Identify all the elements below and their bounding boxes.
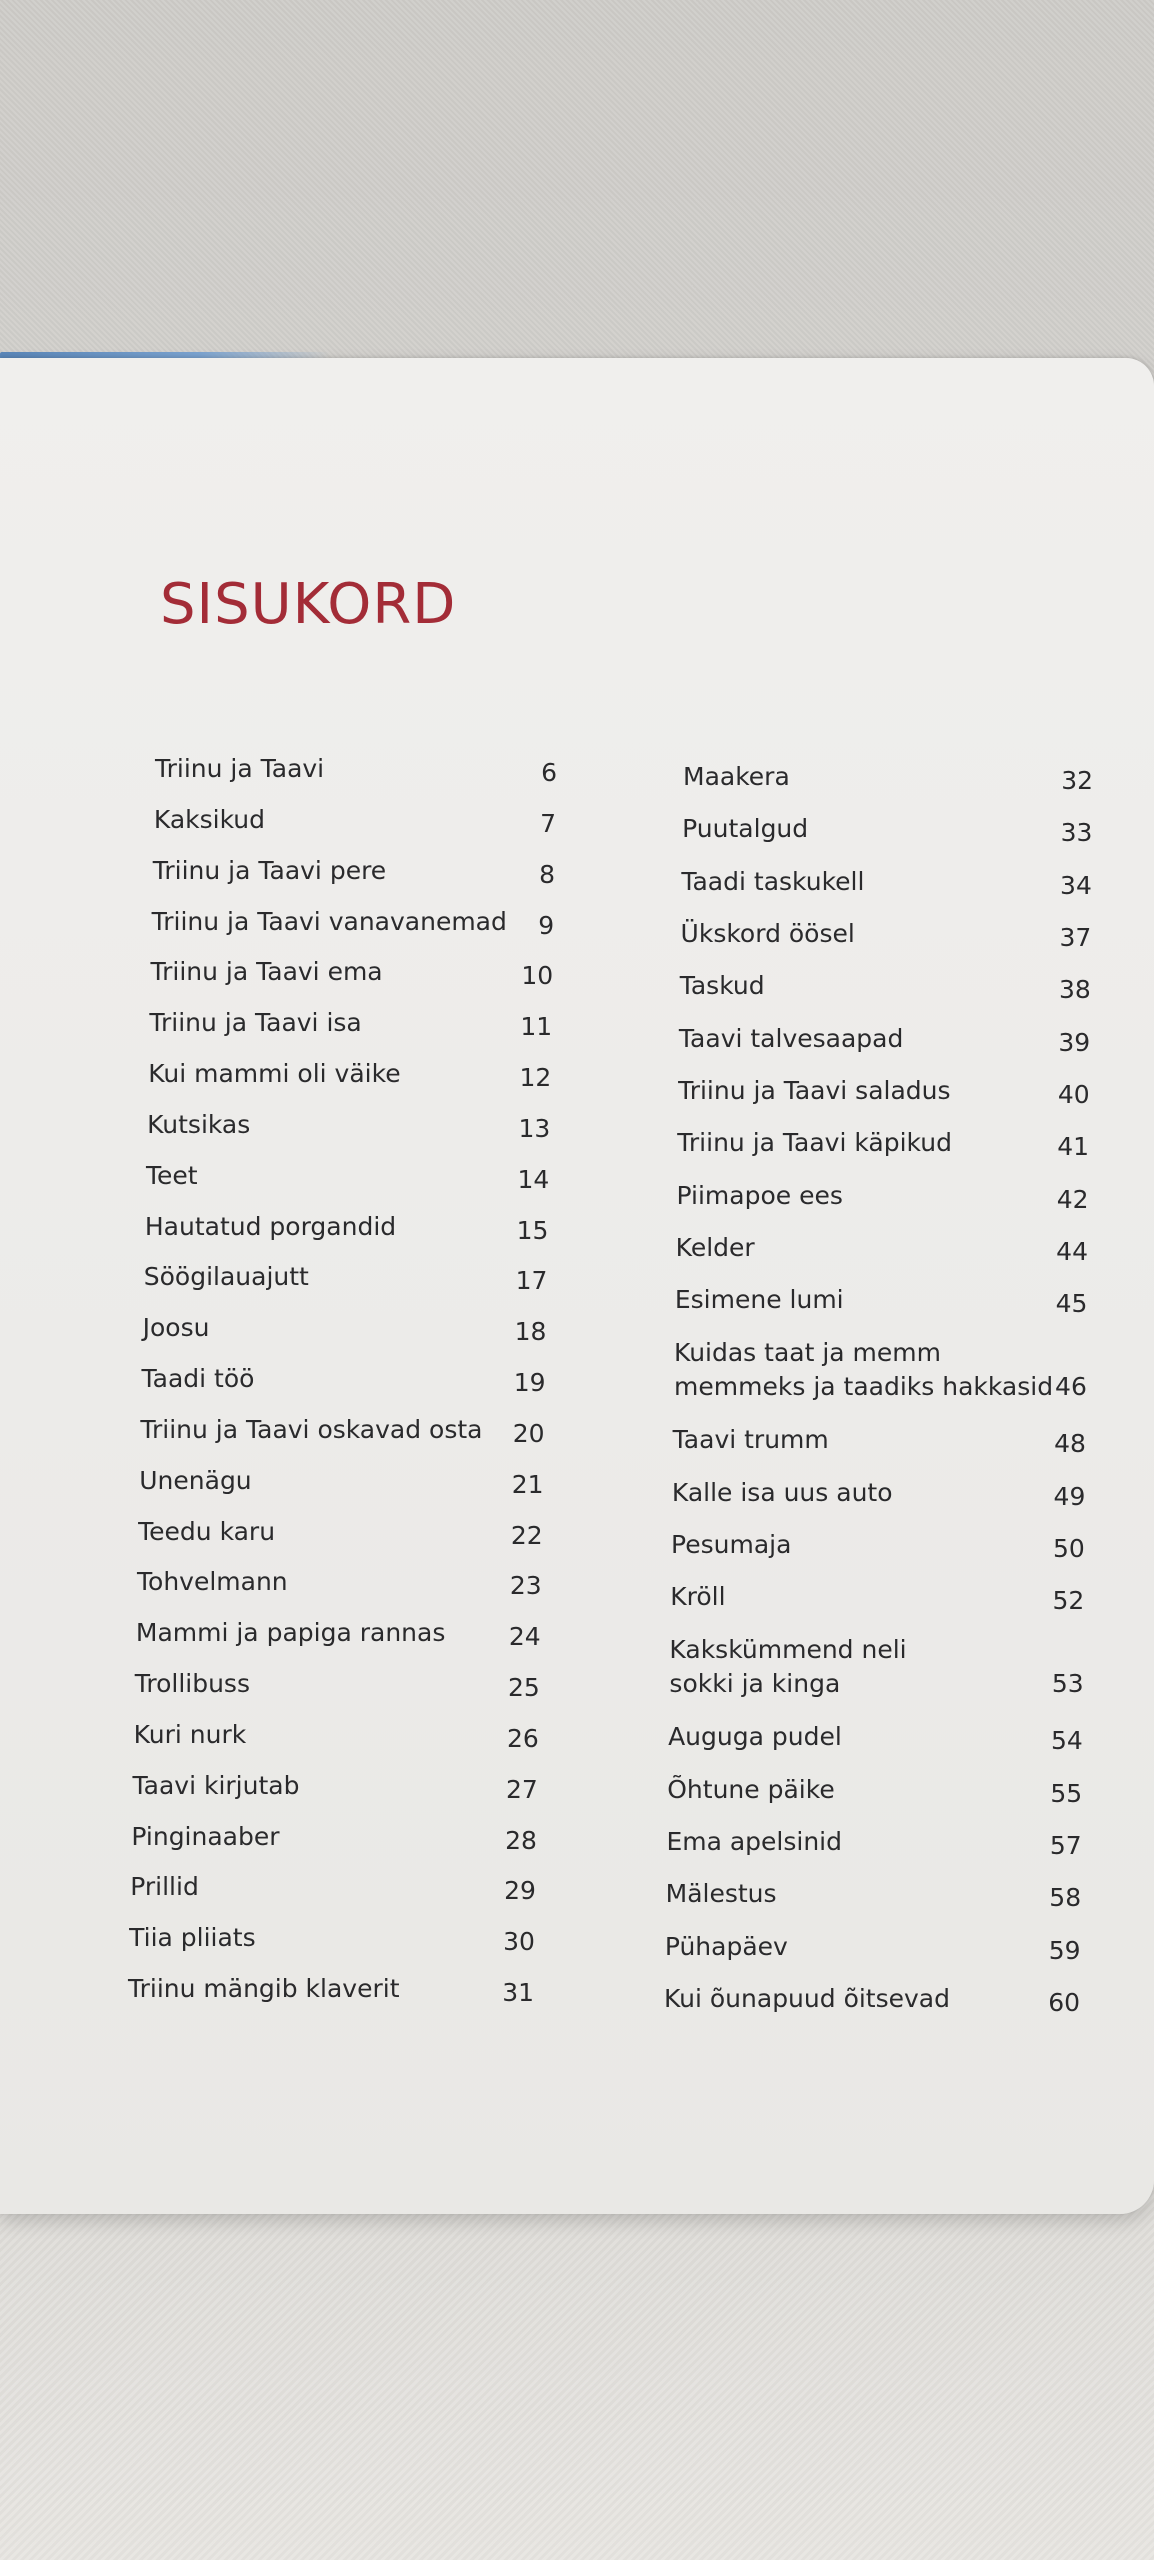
toc-entry-page-number: 34 <box>1060 870 1092 900</box>
toc-entry-title: Triinu ja Taavi <box>155 754 325 783</box>
toc-entry <box>668 1720 1083 1764</box>
toc-entry <box>131 1820 537 1864</box>
toc-entry-title-line1: Kuidas taat ja memm <box>674 1337 941 1367</box>
toc-entry-title-line2: memmeks ja taadiks hakkasid <box>674 1371 1054 1401</box>
toc-entry-page-number: 24 <box>508 1622 541 1652</box>
toc-entry <box>130 1870 536 1914</box>
toc-entry-page-number: 60 <box>1048 1988 1080 2017</box>
toc-entry-page-number: 45 <box>1055 1289 1088 1319</box>
toc-entry <box>154 803 556 847</box>
toc-entry <box>670 1580 1084 1624</box>
toc-entry <box>681 865 1092 909</box>
toc-entry-page-number: 54 <box>1050 1726 1083 1756</box>
toc-entry-page-number: 11 <box>520 1012 553 1042</box>
toc-entry <box>669 1633 1083 1713</box>
toc-entry-page-number: 57 <box>1049 1830 1082 1860</box>
toc-entry <box>140 1413 544 1457</box>
toc-entry-title: Triinu ja Taavi saladus <box>678 1076 951 1106</box>
toc-entry <box>148 1057 551 1101</box>
toc-entry-title: Triinu ja Taavi ema <box>150 957 383 987</box>
toc-entry-page-number: 22 <box>510 1520 543 1550</box>
toc-entry-title: Auguga pudel <box>668 1722 842 1752</box>
toc-entry-page-number: 19 <box>513 1368 546 1397</box>
toc-entry-page-number: 28 <box>505 1825 537 1855</box>
toc-entry-title: Prillid <box>130 1872 199 1902</box>
toc-entry <box>678 1074 1090 1118</box>
toc-entry <box>134 1718 539 1762</box>
toc-entry <box>139 1464 543 1508</box>
toc-entry-title: Tohvelmann <box>137 1567 288 1597</box>
toc-entry <box>149 1006 552 1050</box>
toc-entry <box>683 760 1093 804</box>
toc-entry <box>666 1877 1081 1921</box>
toc-entry-page-number: 8 <box>539 859 556 889</box>
toc-entry-title: Mammi ja papiga rannas <box>135 1618 446 1648</box>
toc-entry <box>674 1336 1087 1416</box>
toc-entry-title: Taskud <box>679 971 765 1001</box>
toc-entry <box>665 1930 1081 1974</box>
toc-entry-title: Taadi taskukell <box>681 866 865 896</box>
toc-entry <box>672 1476 1086 1520</box>
toc-entry <box>129 1921 535 1965</box>
toc-entry <box>675 1283 1088 1327</box>
toc-entry-title: Triinu ja Taavi oskavad osta <box>140 1414 483 1444</box>
tablecloth-background <box>0 2185 1154 2560</box>
toc-entry-page-number: 7 <box>540 808 557 838</box>
toc-entry <box>137 1565 542 1609</box>
toc-entry <box>155 752 557 796</box>
toc-entry <box>152 905 555 949</box>
toc-entry <box>679 1022 1090 1066</box>
toc-entry-title: Pühapäev <box>664 1931 788 1961</box>
toc-entry-page-number: 15 <box>516 1215 549 1245</box>
toc-entry-page-number: 48 <box>1054 1429 1086 1459</box>
toc-entry-page-number: 26 <box>506 1723 539 1753</box>
toc-entry-page-number: 59 <box>1048 1935 1081 1965</box>
toc-entry-title: Piimapoe ees <box>676 1180 843 1210</box>
toc-entry-page-number: 17 <box>515 1266 548 1296</box>
toc-entry-title: Ükskord öösel <box>680 919 855 949</box>
toc-entry <box>142 1362 546 1406</box>
toc-entry-title: Taadi töö <box>141 1364 255 1393</box>
toc-entry-title: Hautatud porgandid <box>144 1211 397 1241</box>
toc-entry-page-number: 20 <box>512 1418 545 1448</box>
toc-entry-page-number: 55 <box>1050 1778 1083 1808</box>
toc-entry <box>151 955 554 999</box>
toc-entry-title: Pesumaja <box>671 1530 792 1560</box>
toc-entry-title: Triinu ja Taavi käpikud <box>677 1128 952 1158</box>
toc-entry <box>666 1825 1081 1869</box>
toc-entry-page-number: 46 <box>1055 1371 1087 1401</box>
toc-entry-page-number: 52 <box>1052 1586 1085 1616</box>
toc-entry-page-number: 18 <box>514 1317 547 1347</box>
toc-entry-page-number: 31 <box>502 1978 534 2007</box>
toc-entry-page-number: 9 <box>538 910 555 940</box>
toc-entry <box>136 1616 541 1660</box>
toc-entry <box>143 1311 547 1355</box>
toc-entry-title: Teedu karu <box>138 1516 276 1546</box>
toc-entry-page-number: 41 <box>1057 1132 1090 1162</box>
toc-entry-title: Puutalgud <box>682 814 809 844</box>
toc-entry-page-number: 42 <box>1056 1184 1089 1214</box>
toc-entry-page-number: 27 <box>506 1774 538 1804</box>
toc-entry-title: Trollibuss <box>134 1669 250 1698</box>
toc-entry-title: Maakera <box>683 762 790 791</box>
toc-entry-title <box>674 1336 1053 1404</box>
toc-entry <box>682 812 1092 856</box>
toc-entry-title: Mälestus <box>665 1879 777 1909</box>
toc-entry-page-number: 29 <box>504 1876 536 1906</box>
toc-entry-title: Kutsikas <box>147 1109 251 1139</box>
toc-entry-title: Triinu ja Taavi isa <box>149 1008 362 1038</box>
toc-entry <box>671 1528 1085 1572</box>
toc-entry-title: Triinu mängib klaverit <box>128 1974 400 2003</box>
toc-entry-page-number: 58 <box>1049 1883 1082 1913</box>
toc-entry <box>146 1159 549 1203</box>
toc-entry-page-number: 25 <box>507 1673 540 1702</box>
toc-entry-title: Esimene lumi <box>674 1285 844 1315</box>
toc-entry <box>135 1667 540 1711</box>
toc-entry <box>673 1423 1086 1467</box>
toc-entry-page-number: 14 <box>517 1164 550 1194</box>
toc-entry <box>677 1126 1089 1170</box>
toc-entry <box>681 917 1092 961</box>
toc-entry-title: Ema apelsinid <box>666 1826 842 1856</box>
page-title: SISUKORD <box>160 572 457 637</box>
toc-entry <box>680 969 1091 1013</box>
toc-entry <box>138 1515 543 1559</box>
toc-entry-title-line1: Kakskümmend neli <box>669 1634 907 1664</box>
toc-entry-page-number: 23 <box>509 1571 542 1601</box>
toc-entry-page-number: 30 <box>503 1927 535 1957</box>
toc-entry-page-number: 12 <box>519 1063 552 1092</box>
toc-entry-title <box>669 1633 906 1701</box>
toc-entry-title: Taavi trumm <box>672 1425 829 1455</box>
toc-entry-page-number: 39 <box>1058 1027 1091 1057</box>
toc-entry-title: Pinginaaber <box>131 1821 280 1851</box>
toc-entry-title: Triinu ja Taavi pere <box>152 855 387 885</box>
toc-entry-title: Teet <box>146 1160 198 1190</box>
toc-entry-title: Kuri nurk <box>133 1719 247 1749</box>
toc-entry-title: Õhtune päike <box>667 1774 835 1804</box>
toc-entry-page-number: 53 <box>1051 1668 1084 1698</box>
toc-entry-page-number: 6 <box>541 758 557 787</box>
toc-entry-page-number: 10 <box>521 961 554 991</box>
toc-entry <box>144 1260 548 1304</box>
toc-entry-title: Kalle isa uus auto <box>671 1477 893 1507</box>
toc-entry-title: Kaksikud <box>153 804 266 834</box>
toc-entry-title: Kui mammi oli väike <box>148 1059 401 1088</box>
toc-entry <box>664 1982 1080 2026</box>
toc-entry-title: Triinu ja Taavi vanavanemad <box>151 906 507 936</box>
toc-entry <box>667 1773 1082 1817</box>
toc-entry-title: Joosu <box>142 1313 210 1343</box>
toc-entry-page-number: 49 <box>1053 1481 1086 1511</box>
toc-entry-page-number: 40 <box>1057 1080 1090 1110</box>
toc-entry-title: Taavi talvesaapad <box>678 1023 904 1053</box>
toc-entry-page-number: 13 <box>518 1113 551 1143</box>
toc-entry-title: Kui õunapuud õitsevad <box>664 1984 950 2013</box>
toc-entry-title: Kelder <box>675 1233 755 1263</box>
toc-entry-page-number: 21 <box>511 1469 544 1499</box>
book-page <box>0 358 1154 2214</box>
toc-entry-title: Taavi kirjutab <box>132 1770 300 1800</box>
toc-entry <box>128 1972 534 2016</box>
toc-entry-page-number: 37 <box>1059 923 1092 953</box>
toc-entry <box>676 1179 1088 1223</box>
toc-entry-page-number: 50 <box>1053 1534 1085 1564</box>
toc-entry-title: Söögilauajutt <box>143 1262 309 1292</box>
toc-entry-title-line2: sokki ja kinga <box>669 1668 841 1698</box>
toc-entry-title: Tiia pliiats <box>129 1923 256 1953</box>
toc-entry-page-number: 44 <box>1056 1237 1088 1267</box>
toc-entry-title: Unenägu <box>139 1465 252 1495</box>
toc-entry <box>676 1231 1088 1275</box>
toc-entry-page-number: 38 <box>1058 975 1091 1005</box>
toc-entry <box>145 1210 549 1254</box>
toc-entry-title: Kröll <box>670 1582 726 1612</box>
toc-entry <box>147 1108 550 1152</box>
toc-entry-page-number: 33 <box>1060 818 1093 848</box>
toc-entry <box>133 1769 538 1813</box>
toc-entry-page-number: 32 <box>1061 766 1093 795</box>
toc-entry <box>153 854 555 898</box>
